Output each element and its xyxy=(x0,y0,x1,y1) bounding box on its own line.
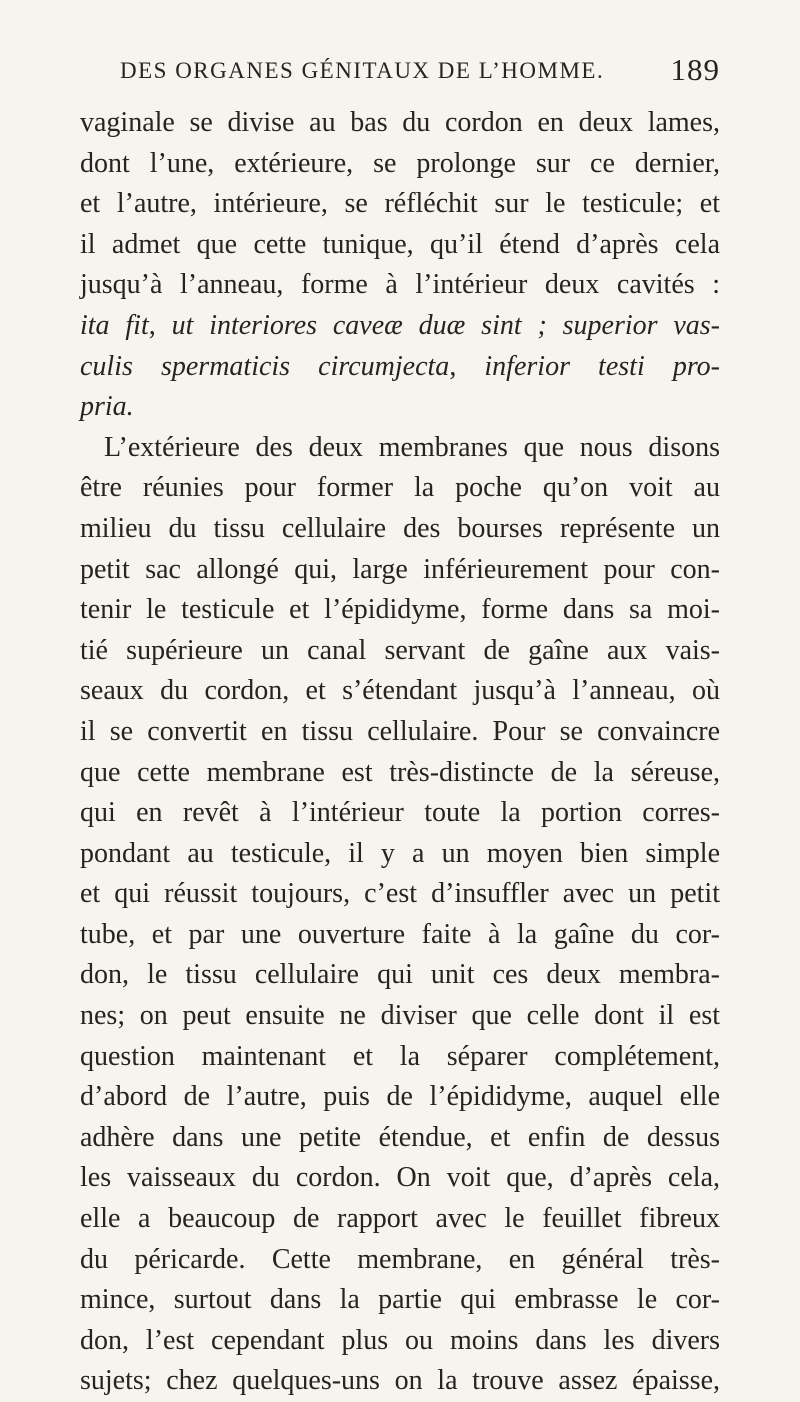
text-line xyxy=(80,225,720,266)
text-line xyxy=(80,1037,720,1078)
text-line xyxy=(80,387,720,428)
text-line xyxy=(80,184,720,225)
text-segment: d’abord de l’autre, puis de l’épididyme, auquel elle xyxy=(80,1081,720,1113)
text-segment: du péricarde. Cette membrane, en général très- xyxy=(80,1243,720,1275)
text-line xyxy=(80,1158,720,1199)
text-segment: il admet que cette tunique, qu’il étend d’après cela xyxy=(80,228,720,260)
italic-text: ut interiores caveæ duæ sint ; superior vas- xyxy=(171,309,720,341)
text-line xyxy=(80,1077,720,1118)
text-line xyxy=(80,347,720,388)
text-segment: don, l’est cependant plus ou moins dans les divers xyxy=(80,1324,720,1356)
italic-text: inferior testi pro- xyxy=(484,350,720,382)
text-segment: milieu du tissu cellulaire des bourses représente un xyxy=(80,512,720,544)
text-segment: seaux du cordon, et s’étendant jusqu’à l’anneau, où xyxy=(80,675,720,707)
text-line xyxy=(80,265,720,306)
italic-text: ita fit xyxy=(80,309,149,341)
text-line xyxy=(80,1280,720,1321)
text-line xyxy=(80,1118,720,1159)
text-line xyxy=(80,1199,720,1240)
text-segment: il se convertit en tissu cellulaire. Pour se convaincre xyxy=(80,715,720,747)
text-segment: petit sac allongé qui, large inférieurement pour con- xyxy=(80,553,720,585)
text-line xyxy=(80,915,720,956)
text-line xyxy=(80,671,720,712)
text-segment: sujets; chez quelques-uns on la trouve assez épaisse, xyxy=(80,1365,720,1397)
text-line xyxy=(80,103,720,144)
text-line xyxy=(80,428,720,469)
text-segment: les vaisseaux du cordon. On voit que, d’après cela, xyxy=(80,1162,720,1194)
text-line xyxy=(80,996,720,1037)
text-segment: mince, surtout dans la partie qui embrasse le cor- xyxy=(80,1284,720,1316)
text-line xyxy=(80,1240,720,1281)
page-number: 189 xyxy=(670,52,720,87)
text-line xyxy=(80,509,720,550)
text-segment: dont l’une, extérieure, se prolonge sur ce dernier, xyxy=(80,147,720,179)
text-segment: elle a beaucoup de rapport avec le feuillet fibreux xyxy=(80,1203,720,1235)
text-line xyxy=(80,631,720,672)
italic-text: pria. xyxy=(80,391,134,423)
text-line xyxy=(80,712,720,753)
text-line xyxy=(80,1321,720,1362)
text-segment: que cette membrane est très-distincte de la séreuse, xyxy=(80,756,720,788)
text-line xyxy=(80,793,720,834)
text-line xyxy=(80,874,720,915)
text-segment: nes; on peut ensuite ne diviser que celle dont il est xyxy=(80,1000,720,1032)
text-segment: tube, et par une ouverture faite à la gaîne du cor- xyxy=(80,918,720,950)
text-segment: pondant au testicule, il y a un moyen bien simple xyxy=(80,837,720,869)
running-head-title: DES ORGANES GÉNITAUX DE L’HOMME. xyxy=(120,58,605,83)
text-segment: vaginale se divise au bas du cordon en deux lames, xyxy=(80,107,720,138)
text-line xyxy=(80,955,720,996)
text-segment: adhère dans une petite étendue, et enfin de dessus xyxy=(80,1121,720,1153)
text-segment: et l’autre, intérieure, se réfléchit sur le testicule; et xyxy=(80,188,720,220)
text-segment: question maintenant et la séparer complétement, xyxy=(80,1040,720,1072)
text-line xyxy=(80,753,720,794)
text-line xyxy=(80,144,720,185)
text-segment: L’extérieure des deux membranes que nous disons xyxy=(104,431,720,463)
text-segment: tenir le testicule et l’épididyme, forme dans sa moi- xyxy=(80,594,720,626)
text-segment: tié supérieure un canal servant de gaîne aux vais- xyxy=(80,634,720,666)
text-line xyxy=(80,834,720,875)
italic-text: culis spermaticis circumjecta xyxy=(80,350,450,382)
text-segment: et qui réussit toujours, c’est d’insuffler avec un petit xyxy=(80,878,720,910)
text-line xyxy=(80,550,720,591)
text-line xyxy=(80,590,720,631)
body-text xyxy=(80,80,720,1402)
text-segment: , xyxy=(449,350,485,382)
text-line xyxy=(80,306,720,347)
text-segment: jusqu’à l’anneau, forme à l’intérieur deux cavités : xyxy=(80,269,720,301)
text-segment: , xyxy=(148,309,172,341)
text-line xyxy=(80,468,720,509)
text-segment: don, le tissu cellulaire qui unit ces deux membra- xyxy=(80,959,720,991)
text-segment: être réunies pour former la poche qu’on voit au xyxy=(80,472,720,504)
text-segment: qui en revêt à l’intérieur toute la portion corres- xyxy=(80,797,720,829)
